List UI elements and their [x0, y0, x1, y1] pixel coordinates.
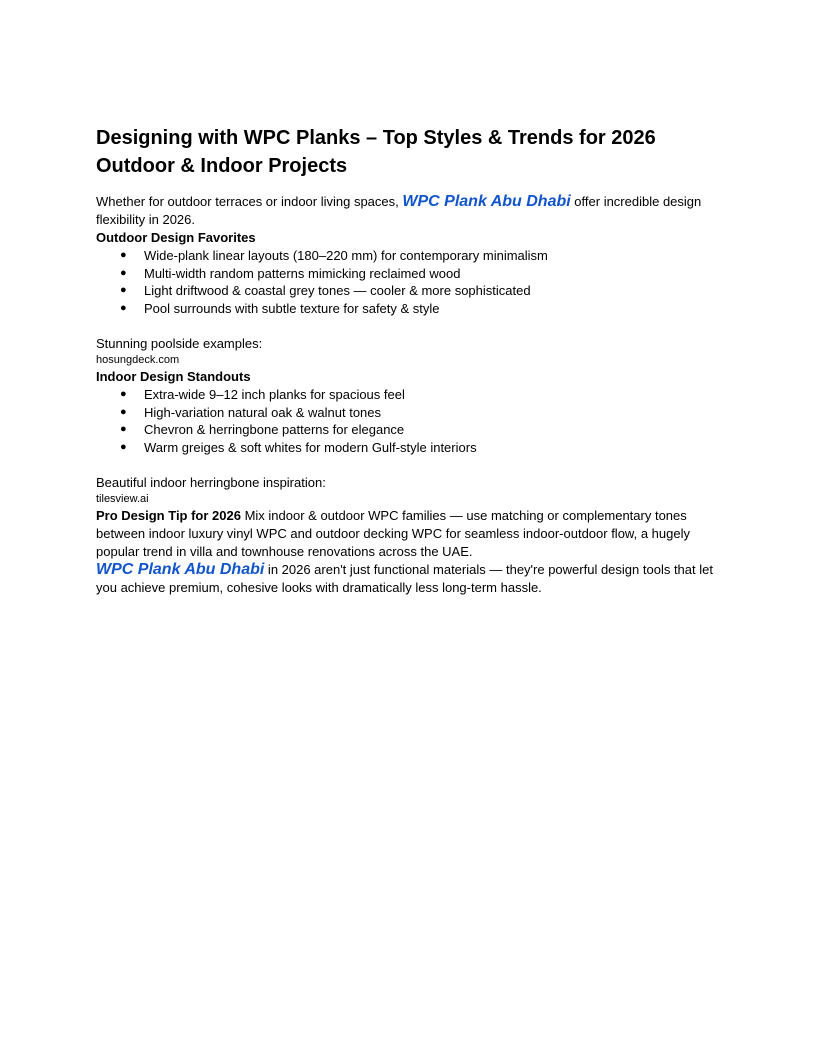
outdoor-caption: Stunning poolside examples: [96, 336, 263, 351]
indoor-caption: Beautiful indoor herringbone inspiration: [96, 475, 326, 490]
bullet-icon: ● [120, 423, 127, 435]
intro-text-after: offer incredible design flexibility in 2026. [96, 194, 702, 227]
page-title [96, 124, 720, 180]
indoor-source: tilesview.ai [96, 493, 149, 505]
pro-tip-paragraph [96, 507, 720, 561]
list-item [96, 282, 720, 300]
list-item-text: Wide-plank linear layouts (180–220 mm) for contemporary minimalism [144, 248, 548, 263]
list-item-text: Multi-width random patterns mimicking reclaimed wood [144, 265, 461, 281]
list-item [96, 247, 720, 265]
indoor-list [96, 386, 720, 456]
intro-text-before: Whether for outdoor terraces or indoor living spaces, [96, 194, 403, 209]
bullet-icon: ● [120, 440, 127, 453]
list-item-text: Extra-wide 9–12 inch planks for spacious feel [144, 387, 405, 402]
list-item [96, 421, 720, 439]
bullet-icon: ● [120, 388, 127, 400]
closing-text: in 2026 aren't just functional materials — they're powerful design tools that let you achieve premium, cohesive looks with dramatically less long-term hassle. [96, 562, 713, 595]
intro-link-wpc-plank[interactable]: WPC Plank Abu Dhabi [402, 193, 571, 210]
pro-tip-text: Mix indoor & outdoor WPC families — use matching or complementary tones between indoor luxury vinyl WPC and outdoor decking WPC for seamless indoor-outdoor flow, a hugely popular trend in villa and townhouse renovations across the UAE. [96, 508, 690, 559]
list-item-text: Light driftwood & coastal grey tones — cooler & more sophisticated [144, 283, 531, 298]
page-title-line-2: Outdoor & Indoor Projects [96, 155, 348, 177]
list-item-text: High-variation natural oak & walnut tones [144, 404, 382, 420]
intro-paragraph [96, 193, 720, 229]
indoor-heading: Indoor Design Standouts [96, 369, 251, 384]
document-page [96, 124, 720, 597]
pro-tip-label: Pro Design Tip for 2026 [96, 508, 241, 523]
bullet-icon: ● [120, 405, 127, 418]
bullet-icon: ● [120, 249, 127, 261]
list-item [96, 265, 720, 283]
outdoor-heading: Outdoor Design Favorites [96, 230, 256, 245]
outdoor-source: hosungdeck.com [96, 354, 180, 366]
spacer [96, 456, 720, 474]
page-title-line-1: Designing with WPC Planks – Top Styles & Trends for 2026 [96, 127, 656, 149]
spacer [96, 317, 720, 335]
list-item [96, 300, 720, 318]
bullet-icon: ● [120, 266, 127, 279]
list-item-text: Pool surrounds with subtle texture for safety & style [144, 300, 440, 316]
list-item-text: Warm greiges & soft whites for modern Gulf-style interiors [144, 439, 477, 455]
closing-link-wpc-plank[interactable]: WPC Plank Abu Dhabi [96, 561, 265, 578]
list-item-text: Chevron & herringbone patterns for elegance [144, 422, 405, 437]
list-item [96, 404, 720, 422]
outdoor-list [96, 247, 720, 317]
list-item [96, 439, 720, 457]
list-item [96, 386, 720, 404]
bullet-icon: ● [120, 301, 127, 314]
bullet-icon: ● [120, 284, 127, 296]
closing-paragraph [96, 561, 720, 597]
